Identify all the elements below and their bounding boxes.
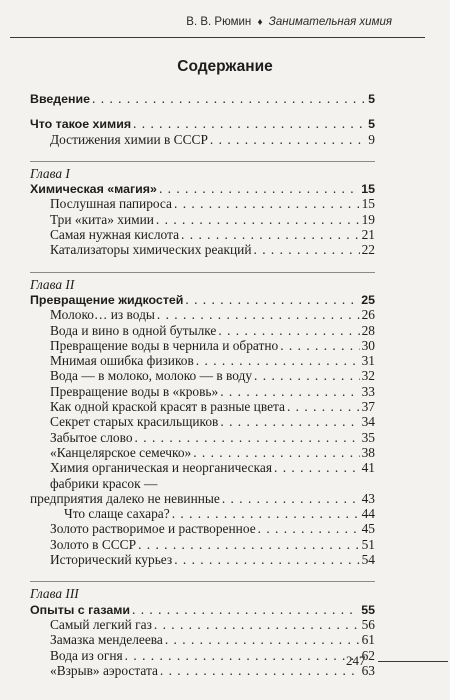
toc-entry-title: Что такое химия (30, 117, 132, 132)
dot-leader (193, 445, 359, 460)
dot-leader (156, 212, 360, 227)
toc-entry (30, 323, 375, 338)
toc-entry (30, 368, 375, 383)
toc-entry-page: 34 (361, 414, 375, 430)
toc-entry-title: Замазка менделеева (50, 632, 163, 648)
toc-entry-title: Исторический курьез (50, 552, 173, 568)
dot-leader (174, 196, 360, 211)
toc-entry (30, 132, 375, 147)
toc-entry-page: 51 (361, 536, 375, 552)
book-title: Занимательная химия (268, 16, 392, 28)
toc-entry-page: 35 (361, 429, 375, 445)
dot-leader (160, 663, 360, 678)
toc-entry-title: Введение (30, 92, 91, 106)
toc-entry-title: Превращение воды в «кровь» (50, 383, 219, 399)
toc-entry-page: 5 (368, 117, 375, 132)
toc-entry (30, 521, 375, 536)
toc-entry (30, 91, 375, 106)
toc-entry-page: 63 (361, 662, 375, 678)
toc-entry (30, 338, 375, 353)
running-header (186, 16, 392, 28)
toc-entry (30, 399, 375, 414)
toc-entry-page: 54 (361, 552, 375, 568)
dot-leader (174, 552, 359, 567)
dot-leader (220, 384, 359, 399)
toc-entry-title: Забытое слово (50, 429, 133, 445)
dot-leader (154, 617, 360, 632)
table-of-contents (30, 91, 375, 678)
chapter-heading: Глава I (30, 165, 70, 181)
toc-entry-title: Достижения химии в СССР (50, 131, 208, 147)
toc-entry-page: 26 (361, 307, 375, 323)
toc-entry-title: Что слаще сахара? (64, 506, 170, 522)
toc-entry-page: 62 (361, 647, 375, 663)
toc-entry (30, 430, 375, 445)
toc-entry-page: 61 (361, 632, 375, 648)
toc-entry-page: 19 (361, 211, 375, 227)
author-name: В. В. Рюмин (186, 16, 252, 28)
toc-entry-title: Золото растворимое и растворенное (50, 521, 256, 537)
chapter-rule (30, 161, 375, 163)
page-number: 247 (346, 653, 366, 668)
toc-entry (30, 353, 375, 368)
toc-entry (30, 632, 375, 647)
toc-entry-title: Самый легкий газ (50, 616, 152, 632)
toc-entry-title: Превращение жидкостей (30, 292, 184, 307)
toc-entry-page: 33 (361, 383, 375, 399)
dot-leader (274, 460, 360, 475)
toc-entry-title: Химия органическая и неорганическая (50, 460, 272, 476)
dot-leader (157, 307, 360, 322)
dot-leader (92, 91, 366, 106)
toc-entry-title: Как одной краской красят в разные цвета (50, 399, 285, 415)
toc-entry-page: 31 (361, 353, 375, 369)
toc-entry-page: 15 (361, 196, 375, 212)
spacer (30, 147, 375, 161)
diamond-icon: ♦ (257, 17, 263, 28)
dot-leader (172, 506, 360, 521)
toc-entry-title: Вода из огня (50, 647, 123, 663)
chapter-heading: Глава II (30, 276, 75, 292)
dot-leader (196, 353, 360, 368)
dot-leader (125, 648, 360, 663)
dot-leader (165, 632, 360, 647)
dot-leader (218, 323, 359, 338)
toc-entry-title: Секрет старых красильщиков (50, 414, 219, 430)
spacer (30, 106, 375, 116)
toc-entry (30, 181, 375, 196)
dot-leader (258, 521, 360, 536)
toc-entry (30, 445, 375, 460)
dot-leader (185, 292, 359, 307)
toc-entry (30, 212, 375, 227)
spacer (30, 567, 375, 581)
toc-entry-page: 41 (361, 460, 375, 476)
toc-entry-title: предприятия далеко не невинные (30, 490, 220, 506)
toc-entry-page: 44 (361, 506, 375, 522)
header-rule (10, 37, 425, 38)
toc-entry-page: 43 (361, 490, 375, 506)
toc-entry (30, 460, 375, 475)
dot-leader (210, 132, 366, 147)
toc-entry-page: 30 (361, 337, 375, 353)
toc-entry (30, 292, 375, 307)
toc-entry-title: Превращение воды в чернила и обратно (50, 337, 279, 353)
chapter-rule (30, 581, 375, 583)
toc-entry (30, 617, 375, 632)
toc-entry (30, 227, 375, 242)
dot-leader (132, 602, 359, 617)
toc-entry-title: Послушная папироса (50, 196, 172, 212)
toc-entry-title: Вода и вино в одной бутылке (50, 322, 217, 338)
footer-rule (378, 661, 448, 662)
toc-entry-page: 25 (361, 292, 375, 307)
toc-entry (30, 196, 375, 211)
toc-entry-title: Молоко… из воды (50, 307, 155, 323)
page-title: Содержание (177, 58, 273, 75)
toc-entry-page: 22 (361, 242, 375, 258)
toc-entry-title: Три «кита» химии (50, 211, 154, 227)
toc-entry (30, 506, 375, 521)
toc-entry-page: 56 (361, 616, 375, 632)
toc-entry-page: 15 (361, 182, 375, 197)
dot-leader (138, 537, 360, 552)
toc-entry-page: 9 (368, 131, 375, 147)
chapter-heading: Глава III (30, 586, 79, 602)
toc-entry-title: Мнимая ошибка физиков (50, 353, 194, 369)
toc-entry (30, 663, 375, 678)
toc-entry (30, 552, 375, 567)
dot-leader (181, 227, 360, 242)
toc-entry (30, 491, 375, 506)
toc-entry-page: 55 (361, 602, 375, 617)
dot-leader (254, 368, 360, 383)
toc-entry-page: 5 (368, 92, 375, 106)
toc-entry-title: Самая нужная кислота (50, 227, 180, 243)
dot-leader (159, 181, 359, 196)
toc-entry (30, 116, 375, 131)
spacer (30, 258, 375, 272)
toc-entry (30, 648, 375, 663)
toc-entry-title: Вода — в молоко, молоко — в воду (50, 368, 253, 384)
dot-leader (280, 338, 359, 353)
chapter-rule (30, 272, 375, 274)
toc-entry (30, 476, 375, 491)
toc-entry-page: 45 (361, 521, 375, 537)
toc-entry-title: фабрики красок — (50, 475, 158, 491)
toc-entry (30, 602, 375, 617)
dot-leader (133, 116, 366, 131)
dot-leader (135, 430, 360, 445)
toc-entry-title: Опыты с газами (30, 602, 131, 617)
toc-entry (30, 242, 375, 257)
dot-leader (222, 491, 360, 506)
toc-entry-title: Химическая «магия» (30, 182, 157, 197)
dot-leader (220, 414, 359, 429)
dot-leader (254, 242, 360, 257)
toc-entry (30, 537, 375, 552)
toc-entry-title: Золото в СССР (50, 536, 137, 552)
toc-entry (30, 384, 375, 399)
toc-entry-page: 38 (361, 444, 375, 460)
toc-entry-page: 21 (361, 227, 375, 243)
toc-entry (30, 414, 375, 429)
toc-entry-title: «Канцелярское семечко» (50, 444, 192, 460)
toc-entry-page: 32 (361, 368, 375, 384)
toc-entry-page: 28 (361, 322, 375, 338)
dot-leader (287, 399, 360, 414)
toc-entry-title: Катализаторы химических реакций (50, 242, 252, 258)
toc-entry-page: 37 (361, 399, 375, 415)
toc-entry (30, 307, 375, 322)
toc-entry-title: «Взрыв» аэростата (50, 662, 158, 678)
